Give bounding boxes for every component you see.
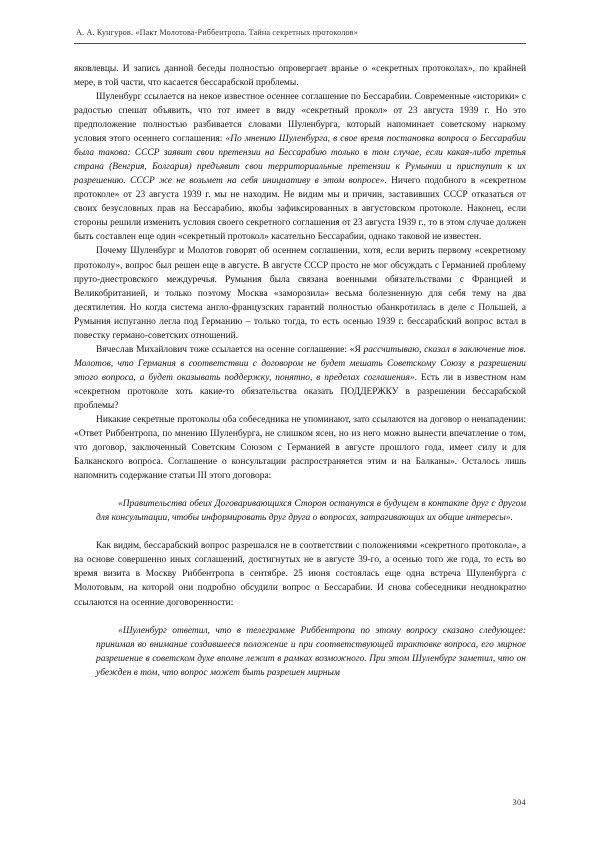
inline-quote-schulenburg: «По мнению Шуленбурга, в свое время постановка вопроса о Бессарабии была такова: СССР заявит свои претензии на Бессарабию только в том случае, если какая-либо третья страна (Венгрия, Болгария) предъявит свои территориальные претензии к Румынии и приступит к их разрешению. СССР же не возьмет на себя инициативу в этом вопросе»: [74, 134, 526, 187]
page-number: 304: [512, 798, 526, 807]
inline-quote-molotov: рассчитываю, сказал в заключение тов. Молотов, что Германия в соответствии с договором не будет мешать Советскому Союзу в разрешении этого вопроса, а будет оказывать поддержку, понятно, в пределах соглашения»: [74, 344, 526, 383]
paragraph-nonaggression-treaty: Никакие секретные протоколы оба собеседника не упоминают, зато ссылаются на договор о ненападении: «Ответ Риббентропа, по мнению Шуленбурга, не слишком ясен, но из него можно вынести впечатление о том, что договор, заключенный Советским Союзом с Германией в августе прошлого года, имеет силу и для Балканского вопроса. Соглашение о консультации распространяется этим и на Балканы». Осталось лишь напомнить содержание статьи III этого договора:: [74, 415, 526, 482]
block-quote-article-three: «Правительства обеих Договаривающихся Сторон останутся в будущем в контакте друг с другом для консультации, чтобы информировать друг друга о вопросах, затрагивающих их общие интересы».: [96, 499, 526, 524]
paragraph-molotov-statement: [74, 343, 526, 413]
block-quote-schulenburg-telegram: «Шуленбург ответил, что в телеграмме Риббентропа по этому вопросу сказано следующее: принимая во внимание создавшееся положение и при соответствующей трактовке вопроса, его мирное разрешение в советском духе вполне лежит в рамках возможного. При этом Шуленбург заметил, что он убежден в том, что вопрос может быть разрешен мирным: [96, 625, 526, 678]
paragraph-bessarabia-conclusion: Как видим, бессарабский вопрос разрешался не в соответствии с положениями «секретного протокола», а на основе совершенно иных соглашений, достигнутых не в августе 39-го, а осенью того же года, то есть во время визита в Москву Риббентропа в сентябре. 25 июня состоялась еще одна встреча Шуленбурга с Молотовым, на которой они подробно обсудили вопрос о Бессарабии. И снова собеседники неоднократно ссылаются на осенние договоренности:: [74, 541, 526, 608]
paragraph-tail-text: . Есть ли в известном нам «секретном протоколе хоть какие-то обязательства оказать ПОДДЕРЖКУ в разрешении бессарабской проблемы?: [74, 372, 526, 411]
paragraph-lead-text: Вячеслав Михайлович тоже ссылается на осенне соглашение: «Я: [96, 344, 364, 355]
paragraph-continuation: яковлевцы. И запись данной беседы полностью опровергает вранье о «секретных протоколах», по крайней мере, в той части, что касается бессарабской проблемы.: [74, 63, 526, 88]
page-body: [74, 62, 526, 680]
header-rule: [74, 43, 526, 44]
paragraph-tail-text: . Ничего подобного в «секретном протоколе» от 23 августа 1939 г. мы не находим. Не видим мы и причин, заставивших СССР отказаться от своих безусловных прав на Бессарабию, якобы зафиксированных в августовском протоколе. Наконец, если стороны решили изменить условия своего секретного соглашения от 23 августа 1939 г., то в этом случае должен быть составлен еще один «секретный протокол» касательно Бессарабии, однако таковой не известен.: [74, 176, 526, 243]
running-head: А. А. Кунгуров. «Пакт Молотова-Риббентропа. Тайна секретных протоколов»: [76, 28, 358, 37]
paragraph-schulenburg-autumn-agreement: [74, 90, 526, 245]
paragraph-lead-text: Шуленбург ссылается на некое известное осеннее соглашение по Бессарабии. Современные «историки» с радостью спешат объявить, что тот имеет в виду «секретный прокол» от 23 августа 1939 г. Но это предположение полностью разбивается словами Шуленбурга, который напоминает советскому наркому условия этого осеннего соглашения:: [74, 91, 526, 145]
paragraph-why-autumn-agreement: Почему Шуленбург и Молотов говорят об осеннем соглашении, хотя, если верить первому «секретному протоколу», вопрос был решен еще в августе. В августе СССР просто не мог обсуждать с Германией проблему пруто-днестровского междуречья. Румыния была связана военными обязательствами с Францией и Великобританией, и только поэтому Москва «заморозила» весьма болезненную для себя тему на два десятилетия. Но когда система англо-французских гарантий полностью обанкротилась в деле с Польшей, а Румыния испуганно легла под Германию – только тогда, то есть осенью 1939 г. бессарабский вопрос встал в повестку германо-советских отношений.: [74, 246, 526, 341]
